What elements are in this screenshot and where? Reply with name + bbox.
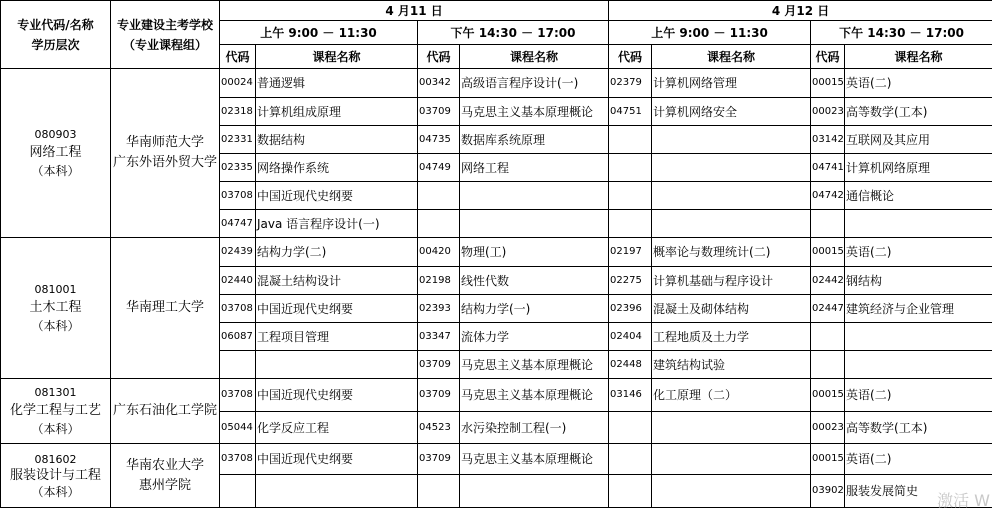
course-name: 网络工程 [460, 154, 609, 182]
course-code: 03709 [418, 444, 460, 475]
course-name: 建筑结构试验 [652, 351, 811, 379]
table-row [1, 69, 992, 98]
course-name: 结构力学(一) [460, 295, 609, 323]
course-code: 05044 [220, 412, 256, 444]
school-name: 华南理工大学 [113, 301, 217, 315]
course-code: 00015 [811, 379, 845, 412]
session-day2-am: 上午 9:00 － 11:30 [609, 21, 811, 45]
table-row [1, 379, 992, 412]
course-name: 化工原理（二） [652, 379, 811, 412]
school-cell [111, 238, 220, 379]
major-name: 网络工程 [3, 146, 108, 160]
course-name [256, 351, 418, 379]
course-code: 02447 [811, 295, 845, 323]
course-code: 03709 [418, 379, 460, 412]
degree-level: （本科） [3, 485, 108, 499]
course-code: 04749 [418, 154, 460, 182]
course-code: 00015 [811, 69, 845, 98]
course-name [652, 475, 811, 508]
course-name [460, 475, 609, 508]
major-cell [1, 238, 111, 379]
course-code: 03708 [220, 182, 256, 210]
course-name [652, 126, 811, 154]
course-name: 物理(工) [460, 238, 609, 267]
watermark: 激活 W [937, 488, 990, 511]
course-name: 计算机网络原理 [845, 154, 992, 182]
course-code: 03709 [418, 351, 460, 379]
course-name: 流体力学 [460, 323, 609, 351]
major-code: 081301 [3, 386, 108, 400]
major-name: 土木工程 [3, 301, 108, 315]
course-name: 计算机基础与程序设计 [652, 267, 811, 295]
major-cell [1, 379, 111, 444]
course-name: 计算机网络安全 [652, 98, 811, 126]
course-name [460, 182, 609, 210]
code-header: 代码 [220, 45, 256, 69]
school-name: 华南农业大学 [113, 459, 217, 473]
course-code [811, 323, 845, 351]
course-name: 结构力学(二) [256, 238, 418, 267]
school-cell [111, 379, 220, 444]
course-code: 03902 [811, 475, 845, 508]
course-code [609, 126, 652, 154]
course-code: 02197 [609, 238, 652, 267]
course-name: 计算机网络管理 [652, 69, 811, 98]
course-name: 服装发展简史 [845, 475, 992, 508]
course-code: 00342 [418, 69, 460, 98]
course-code: 00015 [811, 444, 845, 475]
course-code: 03709 [418, 98, 460, 126]
session-day2-pm: 下午 14:30 － 17:00 [811, 21, 992, 45]
course-code: 02439 [220, 238, 256, 267]
course-name [652, 412, 811, 444]
school-name: 惠州学院 [113, 479, 217, 493]
header-day-2: 4 月12 日 [609, 1, 992, 21]
course-name: 混凝土结构设计 [256, 267, 418, 295]
course-code [811, 210, 845, 238]
school-name: 华南师范大学 [113, 136, 217, 150]
course-code: 04751 [609, 98, 652, 126]
course-name: 工程地质及土力学 [652, 323, 811, 351]
course-name: Java 语言程序设计(一) [256, 210, 418, 238]
course-name: 马克思主义基本原理概论 [460, 379, 609, 412]
course-name [460, 210, 609, 238]
course-code: 00023 [811, 98, 845, 126]
course-code [811, 351, 845, 379]
major-name: 化学工程与工艺 [3, 404, 108, 418]
header-day-1: 4 月11 日 [220, 1, 609, 21]
session-day1-am: 上午 9:00 － 11:30 [220, 21, 418, 45]
school-name: 广东外语外贸大学 [113, 156, 217, 170]
session-day1-pm: 下午 14:30 － 17:00 [418, 21, 609, 45]
course-code: 00024 [220, 69, 256, 98]
course-code: 06087 [220, 323, 256, 351]
major-code: 080903 [3, 128, 108, 142]
course-name [652, 182, 811, 210]
course-name: 计算机组成原理 [256, 98, 418, 126]
course-name: 水污染控制工程(一) [460, 412, 609, 444]
course-name: 中国近现代史纲要 [256, 444, 418, 475]
course-code [609, 475, 652, 508]
course-code: 03708 [220, 444, 256, 475]
course-code: 00015 [811, 238, 845, 267]
course-name: 中国近现代史纲要 [256, 182, 418, 210]
major-name: 服装设计与工程 [3, 469, 108, 483]
course-code: 04742 [811, 182, 845, 210]
course-code: 03708 [220, 295, 256, 323]
course-code: 02442 [811, 267, 845, 295]
course-name: 化学反应工程 [256, 412, 418, 444]
course-name: 中国近现代史纲要 [256, 379, 418, 412]
course-name: 线性代数 [460, 267, 609, 295]
code-header: 代码 [609, 45, 652, 69]
course-name: 网络操作系统 [256, 154, 418, 182]
course-name: 概率论与数理统计(二) [652, 238, 811, 267]
course-name: 混凝土及砌体结构 [652, 295, 811, 323]
course-name: 互联网及其应用 [845, 126, 992, 154]
major-code: 081001 [3, 283, 108, 297]
course-code [609, 412, 652, 444]
course-header: 课程名称 [652, 45, 811, 69]
course-name: 钢结构 [845, 267, 992, 295]
header-school: 专业建设主考学校 （专业课程组） [111, 1, 220, 69]
course-code: 02335 [220, 154, 256, 182]
course-name: 高级语言程序设计(一) [460, 69, 609, 98]
course-name [845, 210, 992, 238]
course-code: 04747 [220, 210, 256, 238]
course-code: 00420 [418, 238, 460, 267]
course-code: 00023 [811, 412, 845, 444]
course-code [418, 182, 460, 210]
course-code: 02448 [609, 351, 652, 379]
header-major: 专业代码/名称 学历层次 [1, 1, 111, 69]
course-code [609, 444, 652, 475]
code-header: 代码 [418, 45, 460, 69]
course-code: 02275 [609, 267, 652, 295]
course-code [220, 351, 256, 379]
course-code: 02440 [220, 267, 256, 295]
course-name: 普通逻辑 [256, 69, 418, 98]
course-code [220, 475, 256, 508]
course-code [609, 182, 652, 210]
major-code: 081602 [3, 453, 108, 467]
major-cell [1, 69, 111, 238]
degree-level: （本科） [3, 164, 108, 178]
course-name: 英语(二) [845, 444, 992, 475]
table-row [1, 444, 992, 475]
degree-level: （本科） [3, 422, 108, 436]
course-code: 04523 [418, 412, 460, 444]
course-code: 03708 [220, 379, 256, 412]
schedule-body [1, 69, 992, 508]
degree-level: （本科） [3, 319, 108, 333]
course-code: 02396 [609, 295, 652, 323]
course-name: 建筑经济与企业管理 [845, 295, 992, 323]
course-name: 数据结构 [256, 126, 418, 154]
school-cell [111, 444, 220, 508]
course-name [652, 444, 811, 475]
course-name: 高等数学(工本) [845, 98, 992, 126]
major-cell [1, 444, 111, 508]
course-name: 中国近现代史纲要 [256, 295, 418, 323]
course-name [845, 351, 992, 379]
course-code: 02331 [220, 126, 256, 154]
course-name [845, 323, 992, 351]
course-code: 02404 [609, 323, 652, 351]
course-name: 英语(二) [845, 238, 992, 267]
course-code: 03146 [609, 379, 652, 412]
course-name [652, 154, 811, 182]
course-code: 03142 [811, 126, 845, 154]
course-name [652, 210, 811, 238]
school-cell [111, 69, 220, 238]
course-name: 马克思主义基本原理概论 [460, 98, 609, 126]
course-name: 数据库系统原理 [460, 126, 609, 154]
course-header: 课程名称 [460, 45, 609, 69]
course-code: 04741 [811, 154, 845, 182]
course-code [418, 475, 460, 508]
course-code: 02379 [609, 69, 652, 98]
course-code: 02198 [418, 267, 460, 295]
code-header: 代码 [811, 45, 845, 69]
course-header: 课程名称 [845, 45, 992, 69]
course-name: 高等数学(工本) [845, 412, 992, 444]
course-name: 工程项目管理 [256, 323, 418, 351]
course-name: 马克思主义基本原理概论 [460, 351, 609, 379]
course-name: 英语(二) [845, 379, 992, 412]
course-code [609, 154, 652, 182]
school-name: 广东石油化工学院 [113, 404, 217, 418]
course-code: 02393 [418, 295, 460, 323]
course-code [418, 210, 460, 238]
course-code: 03347 [418, 323, 460, 351]
course-name: 通信概论 [845, 182, 992, 210]
course-name [256, 475, 418, 508]
course-name: 马克思主义基本原理概论 [460, 444, 609, 475]
course-code: 02318 [220, 98, 256, 126]
course-header: 课程名称 [256, 45, 418, 69]
table-row [1, 238, 992, 267]
course-code [609, 210, 652, 238]
course-code: 04735 [418, 126, 460, 154]
course-name: 英语(二) [845, 69, 992, 98]
